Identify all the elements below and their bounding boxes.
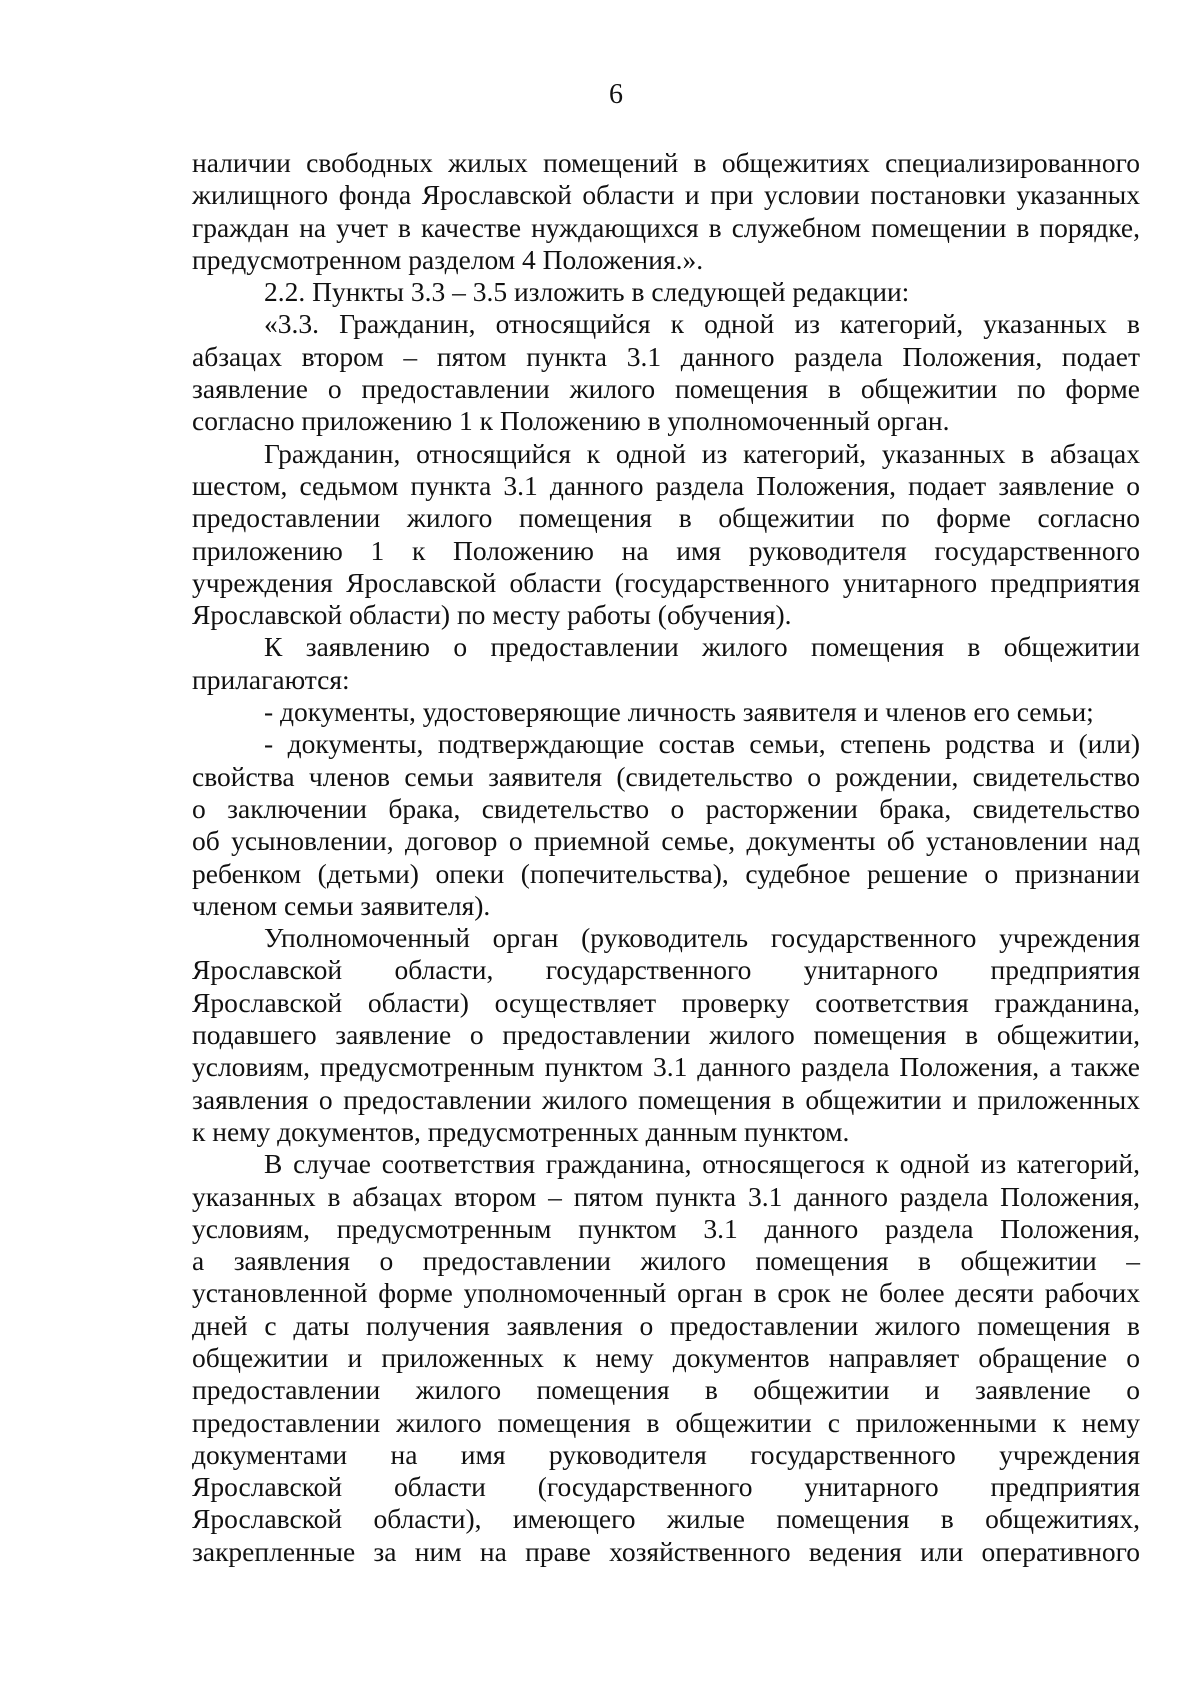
text-line: прилагаются: — [192, 663, 350, 695]
page-number: 6 — [609, 79, 623, 110]
document-body — [192, 147, 1140, 1568]
text-line: Ярославской области, государственного унитарного предприятия — [192, 954, 1140, 986]
text-line: предоставлении жилого помещения в общежитии и заявление о — [192, 1374, 1140, 1406]
text-line: подавшего заявление о предоставлении жилого помещения в общежитии, — [192, 1019, 1140, 1051]
text-line: о заключении брака, свидетельство о расторжении брака, свидетельство — [192, 792, 1140, 824]
text-line: - документы, подтверждающие состав семьи, степень родства и (или) — [264, 728, 1140, 760]
text-line: установленной форме уполномоченный орган в срок не более десяти рабочих — [192, 1277, 1140, 1309]
text-line: учреждения Ярославской области (государственного унитарного предприятия — [192, 566, 1140, 598]
text-line: предоставлении жилого помещения в общежитии по форме согласно — [192, 502, 1140, 534]
text-line: граждан на учет в качестве нуждающихся в служебном помещении в порядке, — [192, 211, 1140, 243]
text-line: К заявлению о предоставлении жилого помещения в общежитии — [264, 631, 1140, 663]
text-line: предусмотренном разделом 4 Положения.». — [192, 243, 704, 275]
text-line: указанных в абзацах втором – пятом пункта 3.1 данного раздела Положения, — [192, 1180, 1140, 1212]
text-line: шестом, седьмом пункта 3.1 данного раздела Положения, подает заявление о — [192, 469, 1140, 501]
text-line: заявления о предоставлении жилого помещения в общежитии и приложенных — [192, 1083, 1140, 1115]
text-line: к нему документов, предусмотренных данным пунктом. — [192, 1115, 850, 1147]
text-line: 2.2. Пункты 3.3 – 3.5 изложить в следующей редакции: — [264, 276, 910, 308]
text-line: условиям, предусмотренным пунктом 3.1 данного раздела Положения, а также — [192, 1051, 1140, 1083]
text-line: приложению 1 к Положению на имя руководителя государственного — [192, 534, 1140, 566]
text-line: предоставлении жилого помещения в общежитии с приложенными к нему — [192, 1406, 1140, 1438]
text-line: согласно приложению 1 к Положению в уполномоченный орган. — [192, 405, 950, 437]
text-line: Ярославской области (государственного унитарного предприятия — [192, 1471, 1140, 1503]
text-line: Гражданин, относящийся к одной из категорий, указанных в абзацах — [264, 437, 1140, 469]
text-line: жилищного фонда Ярославской области и при условии постановки указанных — [192, 179, 1140, 211]
text-line: Ярославской области) по месту работы (обучения). — [192, 599, 792, 631]
text-line: абзацах втором – пятом пункта 3.1 данного раздела Положения, подает — [192, 340, 1140, 372]
text-line: «3.3. Гражданин, относящийся к одной из категорий, указанных в — [264, 308, 1140, 340]
text-line: - документы, удостоверяющие личность заявителя и членов его семьи; — [264, 696, 1094, 728]
text-line: общежитии и приложенных к нему документов направляет обращение о — [192, 1341, 1140, 1373]
text-line: наличии свободных жилых помещений в общежитиях специализированного — [192, 147, 1140, 178]
text-line: ребенком (детьми) опеки (попечительства), судебное решение о признании — [192, 857, 1140, 889]
text-line: Ярославской области), имеющего жилые помещения в общежитиях, — [192, 1503, 1140, 1535]
text-line: условиям, предусмотренным пунктом 3.1 данного раздела Положения, — [192, 1212, 1140, 1244]
text-line: Ярославской области) осуществляет проверку соответствия гражданина, — [192, 986, 1140, 1018]
text-line: свойства членов семьи заявителя (свидетельство о рождении, свидетельство — [192, 760, 1140, 792]
text-line: заявление о предоставлении жилого помещения в общежитии по форме — [192, 373, 1140, 405]
text-line: об усыновлении, договор о приемной семье, документы об установлении над — [192, 825, 1140, 857]
text-line: членом семьи заявителя). — [192, 889, 491, 921]
text-line: а заявления о предоставлении жилого помещения в общежитии – — [192, 1245, 1140, 1277]
text-line: документами на имя руководителя государственного учреждения — [192, 1438, 1140, 1470]
text-line: В случае соответствия гражданина, относящегося к одной из категорий, — [264, 1148, 1140, 1180]
text-line: закрепленные за ним на праве хозяйственного ведения или оперативного — [192, 1535, 1140, 1567]
text-line: дней с даты получения заявления о предоставлении жилого помещения в — [192, 1309, 1140, 1341]
text-line: Уполномоченный орган (руководитель государственного учреждения — [264, 922, 1140, 954]
